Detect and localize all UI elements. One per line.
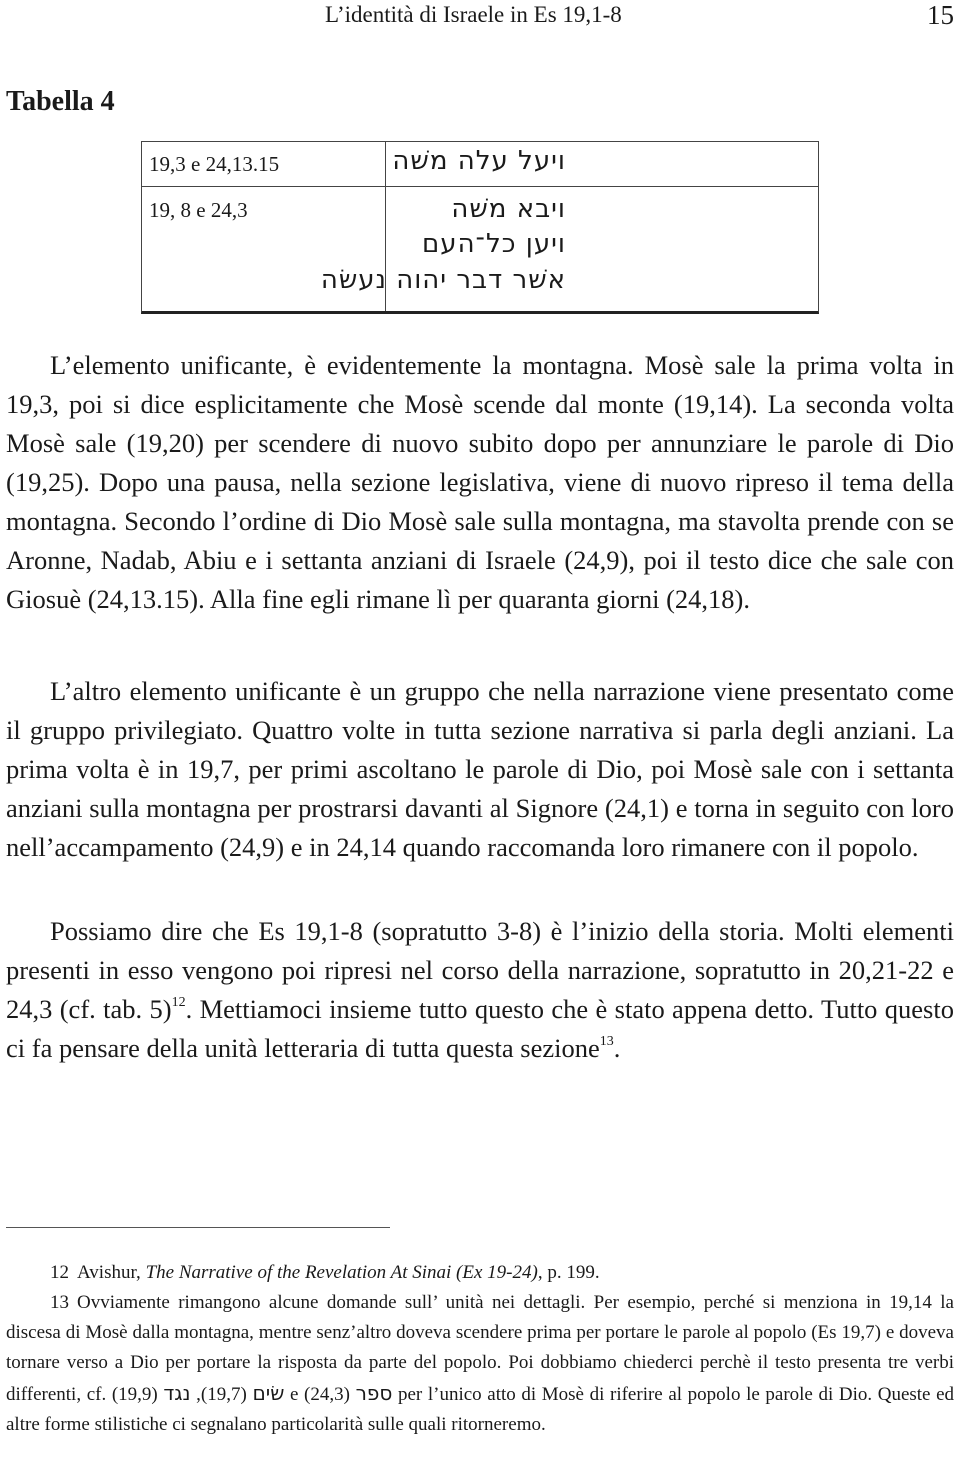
table-hebrew-cell: ויען כל־העם [422,229,566,259]
hebrew-word: ספר [355,1381,393,1405]
footnote-12 [6,1258,954,1288]
footnote-separator [6,1227,390,1228]
footnote-number: 13 [50,1292,69,1313]
body-paragraph [6,912,954,1068]
running-header-title: L’identità di Israele in Es 19,1-8 [325,2,622,27]
table-hebrew-cell: ויעל עלה משׁה [392,146,566,176]
verse-table [141,141,819,314]
paragraph-text: Possiamo dire che Es 19,1-8 (sopratutto 3-8) è l’inizio della storia. Molti elementi presenti in esso vengono poi ripresi nel corso della narrazione, sopratutto in 20,21-22 e 24,3 (cf. tab. 5) [6,916,954,1024]
footnote-text: Ovviamente rimangono alcune domande sull’ unità nei dettagli. Per esempio, perché si menziona in 19,14 la discesa di Mosè dalla montagna, mentre senz’altro doveva scendere prima per portare le parole al popolo (Es 19,7) e doveva tornare verso a Dio per portare la risposta da parte del popolo. Poi dobbiamo chiederci perchè il testo presenta tre verbi differenti, cf. [6,1292,954,1405]
footnote-book-title: The Narrative of the Revelation At Sinai (Ex 19-24) [145,1262,538,1283]
footnote-text: , p. 199. [537,1262,600,1283]
hebrew-word: נגד [163,1381,191,1405]
table-heading: Tabella 4 [6,86,115,117]
footnote-text: (19,9) e [111,1384,305,1405]
body-paragraph: L’altro elemento unificante è un gruppo che nella narrazione viene presentato come il gruppo privilegiato. Quattro volte in tutta sezione narrativa si parla degli anziani. La prima volta è in 19,7, per primi ascoltano le parole di Dio, poi Mosè sale con i settanta anziani sulla montagna per prostrarsi davanti al Signore (24,1) e torna in seguito con loro nell’accampamento (24,9) e in 24,14 quando raccomanda loro rimanere con il popolo. [6,676,954,862]
footnote-number: 12 [50,1262,69,1283]
footnote-marker[interactable]: 13 [599,1034,614,1049]
body-paragraph: L’elemento unificante, è evidentemente la montagna. Mosè sale la prima volta in 19,3, poi si dice esplicitamente che Mosè scende dal monte (19,14). La seconda volta Mosè sale (19,20) per scendere di nuovo subito dopo per annunziare le parole di Dio (19,25). Dopo una pausa, nella sezione legislativa, viene di nuovo ripreso il tema della montagna. Secondo l’ordine di Dio Mosè sale sulla montagna, ma stavolta prende con se Aronne, Nadab, Abiu e i settanta anziani di Israele (24,9), poi il testo dice che sale con Giosuè (24,13.15). Alla fine egli rimane lì per quaranta giorni (24,18). [6,350,954,614]
page-number: 15 [927,0,954,30]
table-horizontal-divider [142,186,818,187]
paragraph-text: . Mettiamoci insieme tutto questo che è stato appena detto. Tutto questo ci fa pensare della unità letteraria di tutta questa sezione [6,994,954,1063]
footnote-text: Avishur, [77,1262,146,1283]
table-hebrew-cell: אשׁר דבר יהוה נעשׂה [320,265,566,295]
table-ref-cell: 19,3 e 24,13.15 [149,152,280,176]
footnote-marker[interactable]: 12 [171,995,186,1010]
hebrew-word: שׂים [252,1381,285,1405]
table-hebrew-cell: ויבא משׁה [451,194,566,224]
paragraph-text: . [613,1033,621,1063]
table-ref-cell: 19, 8 e 24,3 [149,198,248,222]
footnote-text: (24,3) per l’unico atto di Mosè di riferire al popolo le parole di Dio. Queste ed altre forme stilistiche ci segnalano particolarità sulle quali ritorneremo. [6,1384,955,1435]
footnote-13 [6,1288,954,1440]
footnote-text: (19,7), [190,1384,253,1405]
